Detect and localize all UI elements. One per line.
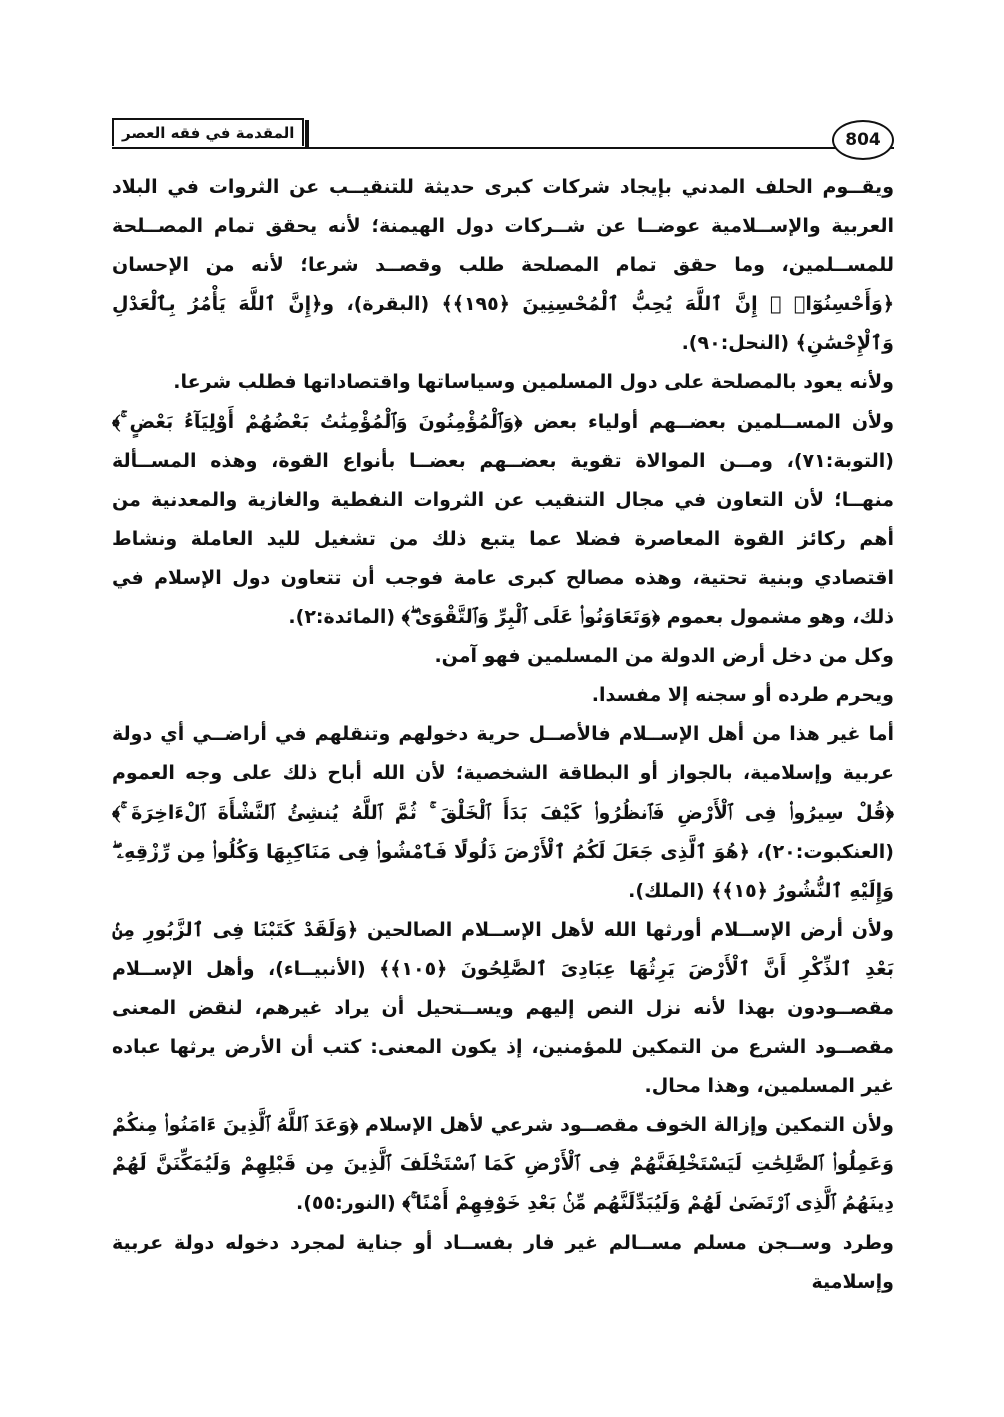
book-title: المقدمة في فقه العصر [112,118,304,146]
paragraph: ولأن التمكين وإزالة الخوف مقصــود شرعي لأهل الإسلام ﴿وَعَدَ ٱللَّهُ ٱلَّذِينَ ءَامَنُوا۟ مِنكُمْ وَعَمِلُوا۟ ٱلصَّٰلِحَٰتِ لَيَسْتَخْلِفَنَّهُمْ فِى ٱلْأَرْضِ كَمَا ٱسْتَخْلَفَ ٱلَّذِينَ مِن قَبْلِهِمْ وَلَيُمَكِّنَنَّ لَهُمْ دِينَهُمُ ٱلَّذِى ٱرْتَضَىٰ لَهُمْ وَلَيُبَدِّلَنَّهُم مِّنۢ بَعْدِ خَوْفِهِمْ أَمْنًا ۚ﴾ (النور:٥٥). [112,1114,894,1215]
paragraph: وطرد وســجن مسلم مســالم غير فار بفســاد أو جناية لمجرد دخوله دولة عربية وإسلامية [112,1231,894,1293]
page-number: 804 [832,120,894,160]
paragraph: ولأن المســلمين بعضــهم أولياء بعض ﴿وَٱلْمُؤْمِنُونَ وَٱلْمُؤْمِنَٰتُ بَعْضُهُمْ أَوْلِيَآءُ بَعْضٍ ۚ﴾ (التوبة:٧١)، ومــن الموالاة تقوية بعضــهم بعضــا بأنواع القوة، وهذه المســألة منهــا؛ لأن التعاون في مجال التنقيب عن الثروات النفطية والغازية والمعدنية من أهم ركائز القوة المعاصرة فضلا عما يتبع ذلك من تشغيل لليد العاملة ونشاط اقتصادي وبنية تحتية، وهذه مصالح كبرى عامة فوجب أن تتعاون دول الإسلام في ذلك، وهو مشمول بعموم ﴿وَتَعَاوَنُوا۟ عَلَى ٱلْبِرِّ وَٱلتَّقْوَىٰ ۖ﴾ (المائدة:٢). [112,410,894,629]
paragraph: وكل من دخل أرض الدولة من المسلمين فهو آمن. [434,645,894,668]
paragraph: ولأن أرض الإســلام أورثها الله لأهل الإســلام الصالحين ﴿وَلَقَدْ كَتَبْنَا فِى ٱلزَّبُورِ مِنۢ بَعْدِ ٱلذِّكْرِ أَنَّ ٱلْأَرْضَ يَرِثُهَا عِبَادِىَ ٱلصَّٰلِحُونَ ﴿١٠٥﴾﴾ (الأنبيــاء)، وأهل الإســلام مقصــودون بهذا لأنه نزل النص إليهم ويســتحيل أن يراد غيرهم، لنقض المعنى مقصــود الشرع من التمكين للمؤمنين، إذ يكون المعنى: كتب أن الأرض يرثها عباده غير المسلمين، وهذا محال. [112,918,894,1098]
body-text [112,168,894,1302]
paragraph: أما غير هذا من أهل الإســلام فالأصــل حرية دخولهم وتنقلهم في أراضــي أي دولة عربية وإسلامية، بالجواز أو البطاقة الشخصية؛ لأن الله أباح ذلك على وجه العموم ﴿قُلْ سِيرُوا۟ فِى ٱلْأَرْضِ فَٱنظُرُوا۟ كَيْفَ بَدَأَ ٱلْخَلْقَ ۚ ثُمَّ ٱللَّهُ يُنشِئُ ٱلنَّشْأَةَ ٱلْءَاخِرَةَ ۚ﴾ (العنكبوت:٢٠)، ﴿هُوَ ٱلَّذِى جَعَلَ لَكُمُ ٱلْأَرْضَ ذَلُولًا فَٱمْشُوا۟ فِى مَنَاكِبِهَا وَكُلُوا۟ مِن رِّزْقِهِۦ ۖ وَإِلَيْهِ ٱلنُّشُورُ ﴿١٥﴾﴾ (الملك). [112,723,894,902]
paragraph: ولأنه يعود بالمصلحة على دول المسلمين وسياساتها واقتصاداتها فطلب شرعا. [173,371,894,394]
page-header [112,118,894,152]
paragraph: ويحرم طرده أو سجنه إلا مفسدا. [591,684,894,707]
paragraph: ويقــوم الحلف المدني بإيجاد شركات كبرى حديثة للتنقيــب عن الثروات في البلاد العربية والإســلامية عوضــا عن شــركات دول الهيمنة؛ لأنه يحقق تمام المصــلحة للمســلمين، وما حقق تمام المصلحة طلب وقصــد شرعا؛ لأنه من الإحسان ﴿وَأَحْسِنُوٓا۟ ۛ إِنَّ ٱللَّهَ يُحِبُّ ٱلْمُحْسِنِينَ ﴿١٩٥﴾﴾ (البقرة)، و﴿إِنَّ ٱللَّهَ يَأْمُرُ بِٱلْعَدْلِ وَٱلْإِحْسَٰنِ﴾ (النحل:٩٠). [112,176,894,355]
header-rule [112,147,894,149]
